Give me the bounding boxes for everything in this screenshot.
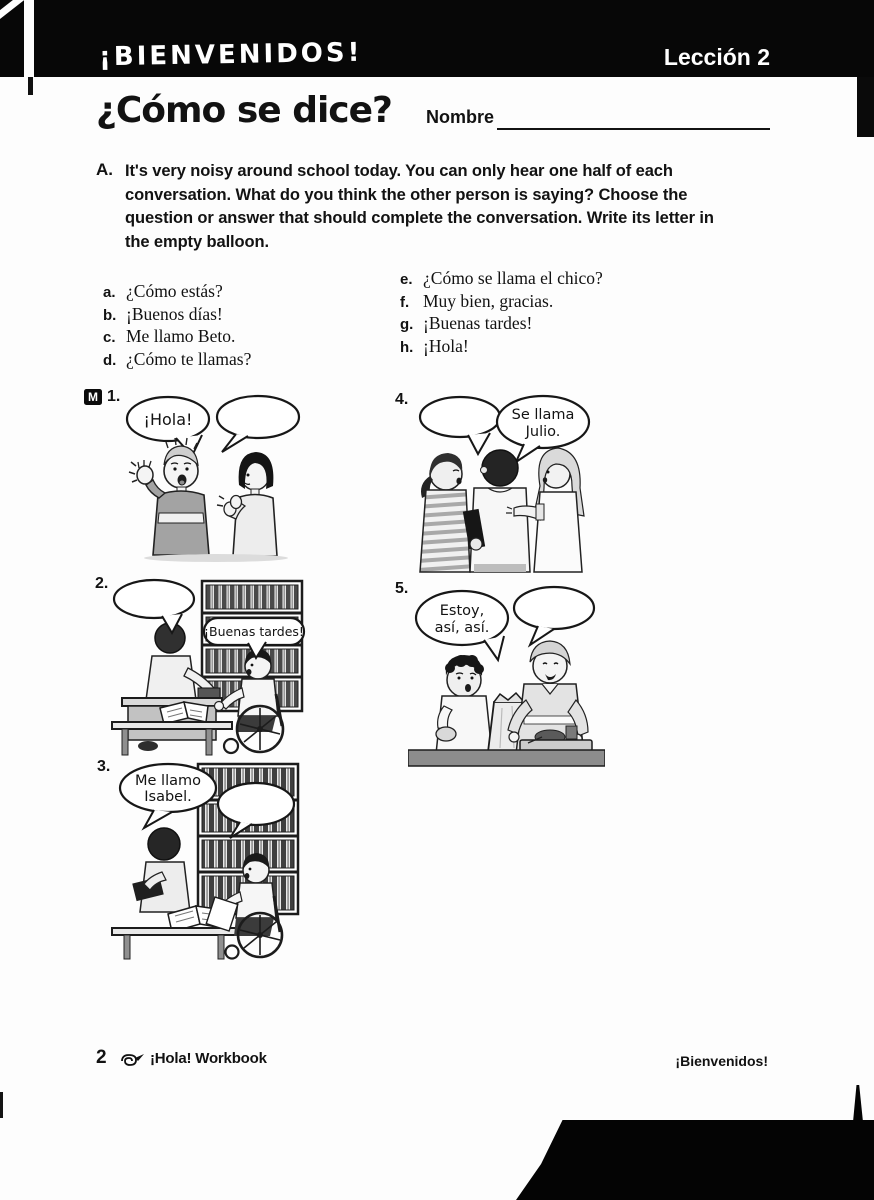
girl-figure xyxy=(217,452,277,556)
instruction-line: It's very noisy around school today. You can only hear one half of each xyxy=(125,162,673,180)
item-3-illustration xyxy=(110,760,302,967)
item-4-illustration xyxy=(412,392,594,579)
bubble-text-line1: Me llamo xyxy=(135,773,201,789)
boy-lunchbag-figure xyxy=(436,655,492,754)
option-letter: f. xyxy=(400,293,410,311)
librarian-figure xyxy=(132,828,190,912)
item-5-number: 5. xyxy=(395,580,409,597)
name-write-line[interactable] xyxy=(497,128,770,130)
option-f xyxy=(400,291,603,314)
speech-bubble-empty[interactable] xyxy=(217,396,299,452)
spine-edge-artifact xyxy=(24,0,34,77)
speech-bubble-filled xyxy=(497,396,589,462)
exercise-letter: A. xyxy=(96,160,113,179)
series-title: ¡BIENVENIDOS! xyxy=(98,37,363,73)
lesson-banner xyxy=(0,0,874,77)
instruction-line: conversation. What do you think the other person is saying? Choose the xyxy=(125,185,688,204)
publisher-logo-icon xyxy=(119,1052,145,1074)
page-number: 2 xyxy=(96,1047,107,1068)
option-text: ¿Cómo estás? xyxy=(126,281,223,301)
option-letter: e. xyxy=(400,271,413,288)
instruction-line: question or answer that should complete the conversation. Write its letter in xyxy=(125,209,714,227)
item-2-illustration xyxy=(110,576,307,761)
scan-drip-artifact xyxy=(853,1085,863,1122)
book-title: ¡Hola! Workbook xyxy=(150,1050,267,1067)
item-1-illustration xyxy=(118,392,304,569)
option-letter: a. xyxy=(103,284,116,301)
option-g xyxy=(400,313,603,336)
page-title: ¿Cómo se dice? xyxy=(96,90,392,131)
name-label: Nombre xyxy=(426,107,495,127)
option-text: ¡Hola! xyxy=(423,335,469,356)
option-text: ¿Cómo se llama el chico? xyxy=(423,268,603,288)
option-letter: g. xyxy=(400,316,414,333)
bubble-text-line2: Julio. xyxy=(525,424,561,440)
footer-series-title: ¡Bienvenidos! xyxy=(675,1053,768,1069)
option-text: ¡Buenos días! xyxy=(126,303,223,324)
option-letter: c. xyxy=(103,329,116,346)
options-column-left xyxy=(103,281,251,371)
option-letter: h. xyxy=(400,338,414,356)
item-2-number: 2. xyxy=(95,575,109,592)
speech-bubble-empty[interactable] xyxy=(514,587,594,645)
model-answer-marker: M xyxy=(84,389,102,405)
bubble-text: ¡Buenas tardes! xyxy=(204,624,304,639)
bubble-text-line1: Estoy, xyxy=(439,603,485,619)
option-e xyxy=(400,268,603,291)
left-edge-artifact xyxy=(0,1092,3,1118)
ground-shadow xyxy=(144,554,288,562)
option-text: ¡Buenas tardes! xyxy=(423,313,533,333)
option-letter: d. xyxy=(103,351,117,369)
bubble-text: ¡Hola! xyxy=(143,410,193,429)
option-h xyxy=(400,336,603,359)
option-b xyxy=(103,304,251,327)
option-d xyxy=(103,349,251,372)
speech-bubble-empty[interactable] xyxy=(420,397,500,454)
item-4-number: 4. xyxy=(395,391,409,408)
exercise-a xyxy=(96,160,788,254)
option-text: Me llamo Beto. xyxy=(126,326,236,346)
options-column-right xyxy=(400,268,603,358)
bubble-text-line2: Isabel. xyxy=(144,789,192,805)
girl-ponytail-figure xyxy=(420,453,470,572)
item-1-number: 1. xyxy=(107,388,121,405)
lesson-label: Lección 2 xyxy=(663,44,770,70)
item-3-number: 3. xyxy=(97,758,111,775)
option-a xyxy=(103,281,251,304)
option-text: Muy bien, gracias. xyxy=(423,290,554,311)
option-text: ¿Cómo te llamas? xyxy=(126,348,252,369)
instruction-line: the empty balloon. xyxy=(125,232,269,251)
speech-bubble-filled xyxy=(416,591,508,660)
speech-bubble-empty[interactable] xyxy=(114,580,194,633)
bubble-text-line1: Se llama xyxy=(511,407,575,423)
scan-shadow-artifact xyxy=(516,1120,874,1200)
exercise-instructions xyxy=(125,160,788,254)
bubble-text-line2: así, así. xyxy=(434,620,490,636)
option-c xyxy=(103,326,251,349)
spine-nub-artifact xyxy=(28,77,33,95)
option-letter: b. xyxy=(103,306,117,324)
boy-figure xyxy=(129,438,209,555)
item-5-illustration xyxy=(408,582,605,777)
right-edge-artifact xyxy=(857,77,874,137)
